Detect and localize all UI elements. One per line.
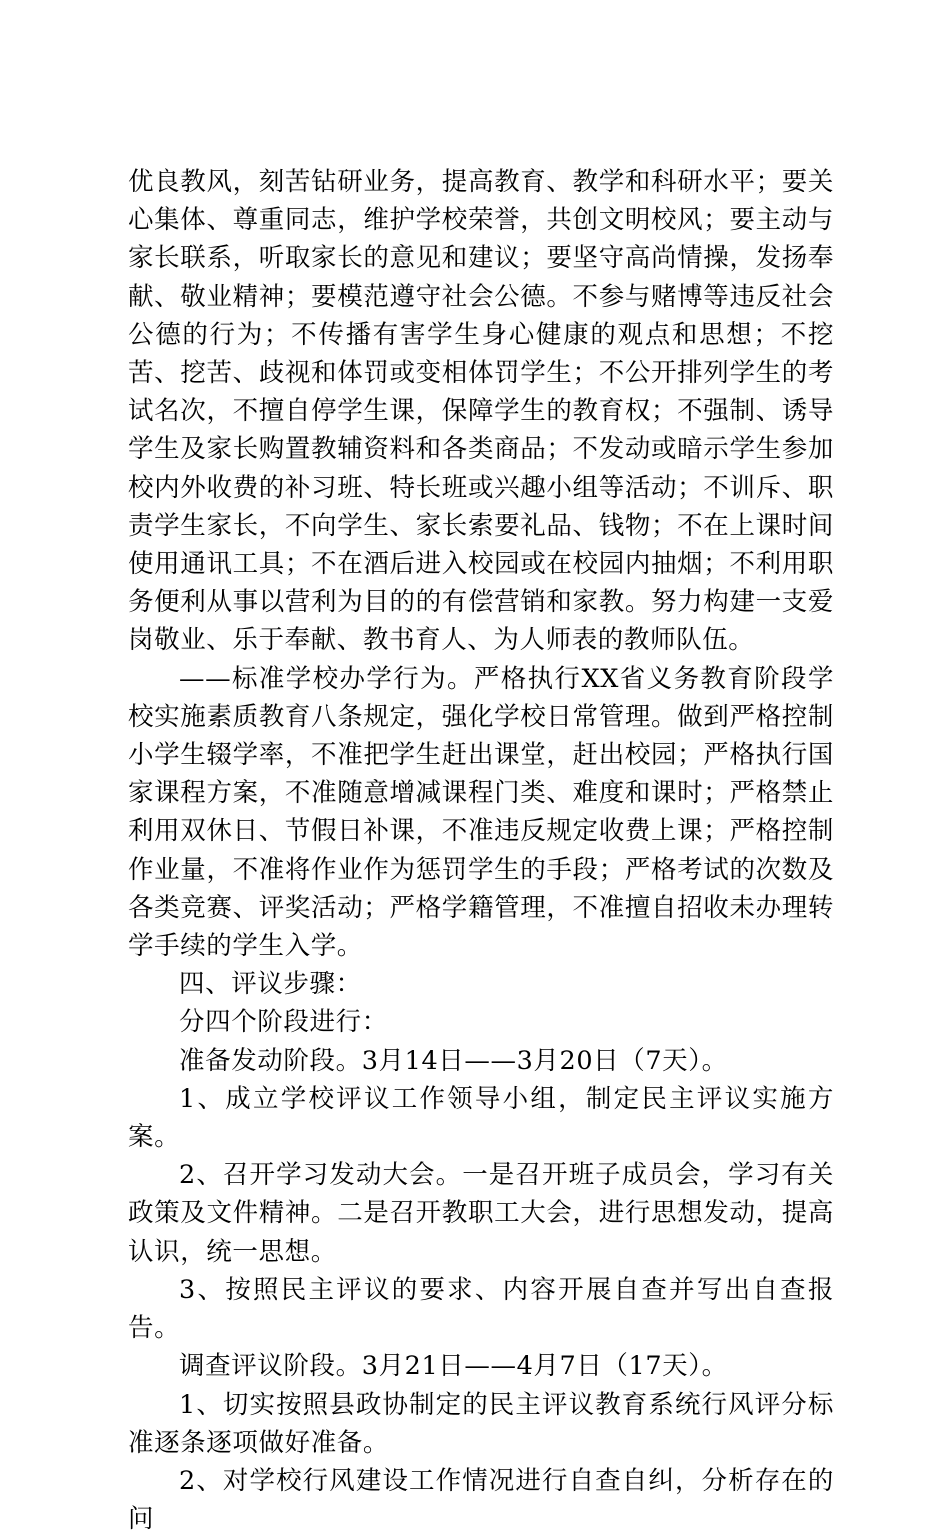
document-body xyxy=(128,163,834,1538)
stage-preparation: 准备发动阶段。3月14日——3月20日（7天）。 xyxy=(179,1045,728,1076)
paragraph-teacher-conduct: 优良教风，刻苦钻研业务，提高教育、教学和科研水平；要关心集体、尊重同志，维护学校荣誉，共创文明校风；要主动与家长联系，听取家长的意见和建议；要坚守高尚情操，发扬奉献、敬业精神；要模范遵守社会公德。不参与赌博等违反社会公德的行为；不传播有害学生身心健康的观点和思想；不挖苦、挖苦、歧视和体罚或变相体罚学生；不公开排列学生的考试名次，不擅自停学生课，保障学生的教育权；不强制、诱导学生及家长购置教辅资料和各类商品；不发动或暗示学生参加校内外收费的补习班、特长班或兴趣小组等活动；不训斥、职责学生家长，不向学生、家长索要礼品、钱物；不在上课时间使用通讯工具；不在酒后进入校园或在校园内抽烟；不利用职务便利从事以营利为目的的有偿营销和家教。努力构建一支爱岗敬业、乐于奉献、教书育人、为人师表的教师队伍。 xyxy=(128,167,834,656)
section-heading-steps: 四、评议步骤： xyxy=(179,969,362,1000)
list-item: 1、切实按照县政协制定的民主评议教育系统行风评分标准逐条逐项做好准备。 xyxy=(128,1389,834,1458)
stage-investigation: 调查评议阶段。3月21日——4月7日（17天）。 xyxy=(179,1351,728,1382)
paragraph-four-stages: 分四个阶段进行： xyxy=(179,1007,388,1038)
list-item: 2、召开学习发动大会。一是召开班子成员会，学习有关政策及文件精神。二是召开教职工大会，进行思想发动，提高认识，统一思想。 xyxy=(128,1160,834,1267)
list-item: 3、按照民主评议的要求、内容开展自查并写出自查报告。 xyxy=(128,1274,834,1344)
list-item: 1、成立学校评议工作领导小组，制定民主评议实施方案。 xyxy=(128,1083,834,1153)
paragraph-school-standards: ——标准学校办学行为。严格执行XX省义务教育阶段学校实施素质教育八条规定，强化学校日常管理。做到严格控制小学生辍学率，不准把学生赶出课堂，赶出校园；严格执行国家课程方案，不准随意增减课程门类、难度和课时；严格禁止利用双休日、节假日补课，不准违反规定收费上课；严格控制作业量，不准将作业作为惩罚学生的手段；严格考试的次数及各类竞赛、评奖活动；严格学籍管理，不准擅自招收未办理转学手续的学生入学。 xyxy=(128,663,834,962)
list-item: 2、对学校行风建设工作情况进行自查自纠，分析存在的问 xyxy=(128,1465,834,1535)
